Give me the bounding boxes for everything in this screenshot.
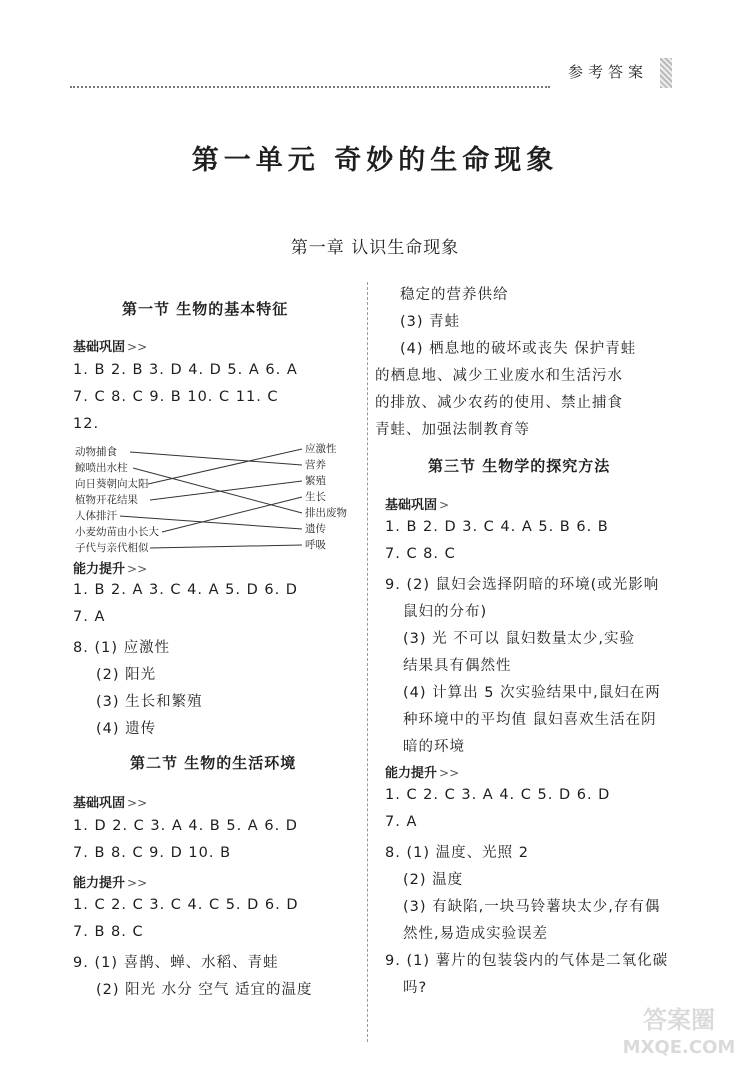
- section-2-title: 第二节 生物的生活环境: [130, 754, 297, 772]
- header-label: 参考答案: [567, 63, 648, 81]
- match-line: [162, 497, 302, 532]
- match-line: [148, 449, 302, 484]
- double-chevron-icon: >>: [127, 876, 148, 890]
- match-right-item: 生长: [305, 491, 326, 503]
- answer-line: 7. A: [385, 814, 418, 830]
- answer-line: 1. B 2. B 3. D 4. D 5. A 6. A: [73, 362, 298, 378]
- answer-line: (4) 栖息地的破坏或丧失 保护青蛙: [400, 341, 637, 357]
- match-left-item: 小麦幼苗由小长大: [75, 526, 159, 538]
- answer-line: 1. D 2. C 3. A 4. B 5. A 6. D: [73, 818, 298, 834]
- answer-line: 暗的环境: [403, 739, 465, 755]
- section-1-subhead-advanced: 能力提升 >>: [73, 562, 148, 577]
- answer-line: (2) 温度: [403, 872, 464, 888]
- answer-line: 7. B 8. C 9. D 10. B: [73, 845, 232, 861]
- answer-line: (2) 阳光 水分 空气 适宜的温度: [96, 982, 313, 998]
- match-line: [130, 452, 302, 465]
- unit-title: 第一单元 奇妙的生命现象: [191, 145, 559, 176]
- answer-line: 的栖息地、减少工业废水和生活污水: [375, 368, 623, 384]
- answer-line: 结果具有偶然性: [403, 658, 512, 674]
- watermark-line-1: 答案圈: [643, 1006, 715, 1034]
- answer-line: 鼠妇的分布): [403, 604, 488, 620]
- answer-line: 青蛙、加强法制教育等: [375, 422, 530, 438]
- answer-line: 吗?: [403, 980, 428, 996]
- answer-line: (4) 计算出 5 次实验结果中,鼠妇在两: [403, 685, 661, 701]
- match-right-item: 应激性: [305, 443, 337, 455]
- answer-line: (3) 青蛙: [400, 314, 461, 330]
- answer-line: 1. C 2. C 3. A 4. C 5. D 6. D: [385, 787, 611, 803]
- answer-line: (3) 光 不可以 鼠妇数量太少,实验: [403, 631, 635, 647]
- answer-line: 1. B 2. A 3. C 4. A 5. D 6. D: [73, 582, 298, 598]
- answer-line: 然性,易造成实验误差: [403, 926, 549, 942]
- section-1-title: 第一节 生物的基本特征: [122, 300, 289, 318]
- section-1-subhead-basic: 基础巩固 >>: [73, 340, 148, 355]
- section-2-subhead-basic: 基础巩固 >>: [73, 796, 148, 811]
- match-line: [150, 545, 302, 548]
- match-left-item: 人体排汗: [75, 510, 117, 522]
- answer-line: 8. (1) 应激性: [73, 640, 171, 656]
- answer-line: 种环境中的平均值 鼠妇喜欢生活在阴: [403, 712, 657, 728]
- match-line: [133, 468, 302, 513]
- answer-line: 9. (1) 薯片的包装袋内的气体是二氧化碳: [385, 953, 669, 969]
- answer-line: (2) 阳光: [96, 667, 157, 683]
- answer-line: 12.: [73, 416, 100, 432]
- match-right-item: 营养: [305, 459, 326, 471]
- answer-line: 7. C 8. C 9. B 10. C 11. C: [73, 389, 279, 405]
- match-left-item: 植物开花结果: [75, 494, 138, 506]
- answer-line: (3) 生长和繁殖: [96, 694, 203, 710]
- double-chevron-icon: >>: [439, 766, 460, 780]
- answer-line: 8. (1) 温度、光照 2: [385, 845, 529, 861]
- section-2-subhead-advanced: 能力提升 >>: [73, 876, 148, 891]
- answer-line: 7. A: [73, 609, 106, 625]
- match-line: [150, 481, 302, 500]
- match-left-item: 动物捕食: [75, 446, 117, 458]
- match-right-item: 排出废物: [305, 507, 347, 519]
- match-right-item: 繁殖: [305, 475, 326, 487]
- chapter-title: 第一章 认识生命现象: [290, 238, 460, 258]
- answer-line: 9. (1) 喜鹊、蝉、水稻、青蛙: [73, 955, 279, 971]
- answer-line: 稳定的营养供给: [400, 287, 509, 303]
- double-chevron-icon: >>: [127, 562, 148, 576]
- answer-line: 的排放、减少农药的使用、禁止捕食: [375, 395, 623, 411]
- answer-line: 1. C 2. C 3. C 4. C 5. D 6. D: [73, 897, 299, 913]
- match-right-item: 遗传: [305, 523, 326, 535]
- answer-line: 1. B 2. D 3. C 4. A 5. B 6. B: [385, 519, 609, 535]
- match-left-item: 子代与亲代相似: [75, 542, 149, 554]
- double-chevron-icon: >>: [127, 340, 148, 354]
- watermark-line-2: MXQE.COM: [622, 1037, 736, 1058]
- watermark-logo: [614, 1006, 744, 1066]
- answer-line: (4) 遗传: [96, 721, 157, 737]
- match-left-item: 向日葵朝向太阳: [75, 478, 149, 490]
- section-3-title: 第三节 生物学的探究方法: [428, 457, 611, 475]
- answer-line: 9. (2) 鼠妇会选择阴暗的环境(或光影响: [385, 577, 660, 593]
- answer-line: (3) 有缺陷,一块马铃薯块太少,存有偶: [403, 899, 661, 915]
- double-chevron-icon: >>: [127, 796, 148, 810]
- section-3-subhead-advanced: 能力提升 >>: [385, 766, 460, 781]
- match-right-item: 呼吸: [305, 539, 326, 551]
- answer-line: 7. C 8. C: [385, 546, 456, 562]
- double-chevron-icon: >: [439, 498, 450, 512]
- section-3-subhead-basic: 基础巩固 >: [385, 498, 450, 513]
- match-line: [120, 516, 302, 529]
- answer-line: 7. B 8. C: [73, 924, 144, 940]
- match-left-item: 鲸喷出水柱: [75, 462, 128, 474]
